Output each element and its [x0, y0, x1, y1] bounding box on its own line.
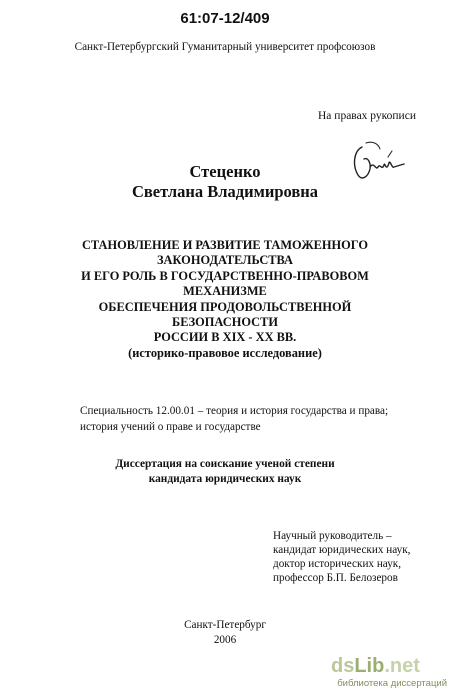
place-and-year	[0, 618, 450, 648]
logo-ds: ds	[331, 655, 355, 677]
city: Санкт-Петербург	[184, 619, 266, 631]
advisor-line: профессор Б.П. Белозеров	[273, 572, 398, 584]
logo-lib: Lib	[354, 655, 385, 677]
watermark-subtitle: библиотека диссертаций	[337, 678, 447, 689]
author-block	[0, 162, 450, 202]
university-name: Санкт-Петербургский Гуманитарный университет профсоюзов	[74, 41, 376, 53]
title-line: БЕЗОПАСНОСТИ	[172, 315, 278, 330]
specialty-block	[80, 403, 440, 435]
advisor-line: кандидат юридических наук,	[273, 544, 411, 556]
author-surname: Стеценко	[189, 162, 261, 181]
dissertation-title	[0, 238, 450, 361]
degree-line: Диссертация на соискание ученой степени	[115, 458, 335, 470]
title-line: ЗАКОНОДАТЕЛЬСТВА	[157, 253, 293, 268]
title-line: МЕХАНИЗМЕ	[183, 284, 267, 299]
title-line: И ЕГО РОЛЬ В ГОСУДАРСТВЕННО-ПРАВОВОМ	[81, 268, 369, 283]
title-line: РОССИИ В XIX - XX ВВ.	[153, 330, 297, 345]
author-name: Светлана Владимировна	[131, 182, 319, 201]
catalog-code: 61:07-12/409	[180, 10, 270, 27]
dslib-watermark	[329, 653, 447, 697]
logo-net: .net	[384, 655, 420, 677]
advisor-block	[273, 529, 443, 585]
title-line: ОБЕСПЕЧЕНИЯ ПРОДОВОЛЬСТВЕННОЙ	[98, 299, 352, 314]
degree-line: кандидата юридических наук	[148, 473, 302, 485]
specialty-line: Специальность 12.00.01 – теория и история государства и права;	[80, 405, 389, 417]
advisor-line: Научный руководитель –	[273, 530, 392, 542]
advisor-line: доктор исторических наук,	[273, 558, 402, 570]
degree-statement	[0, 457, 450, 487]
year: 2006	[213, 634, 237, 646]
title-line: СТАНОВЛЕНИЕ И РАЗВИТИЕ ТАМОЖЕННОГО	[81, 238, 369, 252]
title-subtitle: (историко-правовое исследование)	[128, 345, 322, 360]
specialty-line: история учений о праве и государстве	[80, 421, 261, 433]
dslib-logo	[329, 653, 447, 677]
svg-text:dsLib.net	[331, 655, 420, 677]
rights-note: На правах рукописи	[318, 110, 416, 122]
